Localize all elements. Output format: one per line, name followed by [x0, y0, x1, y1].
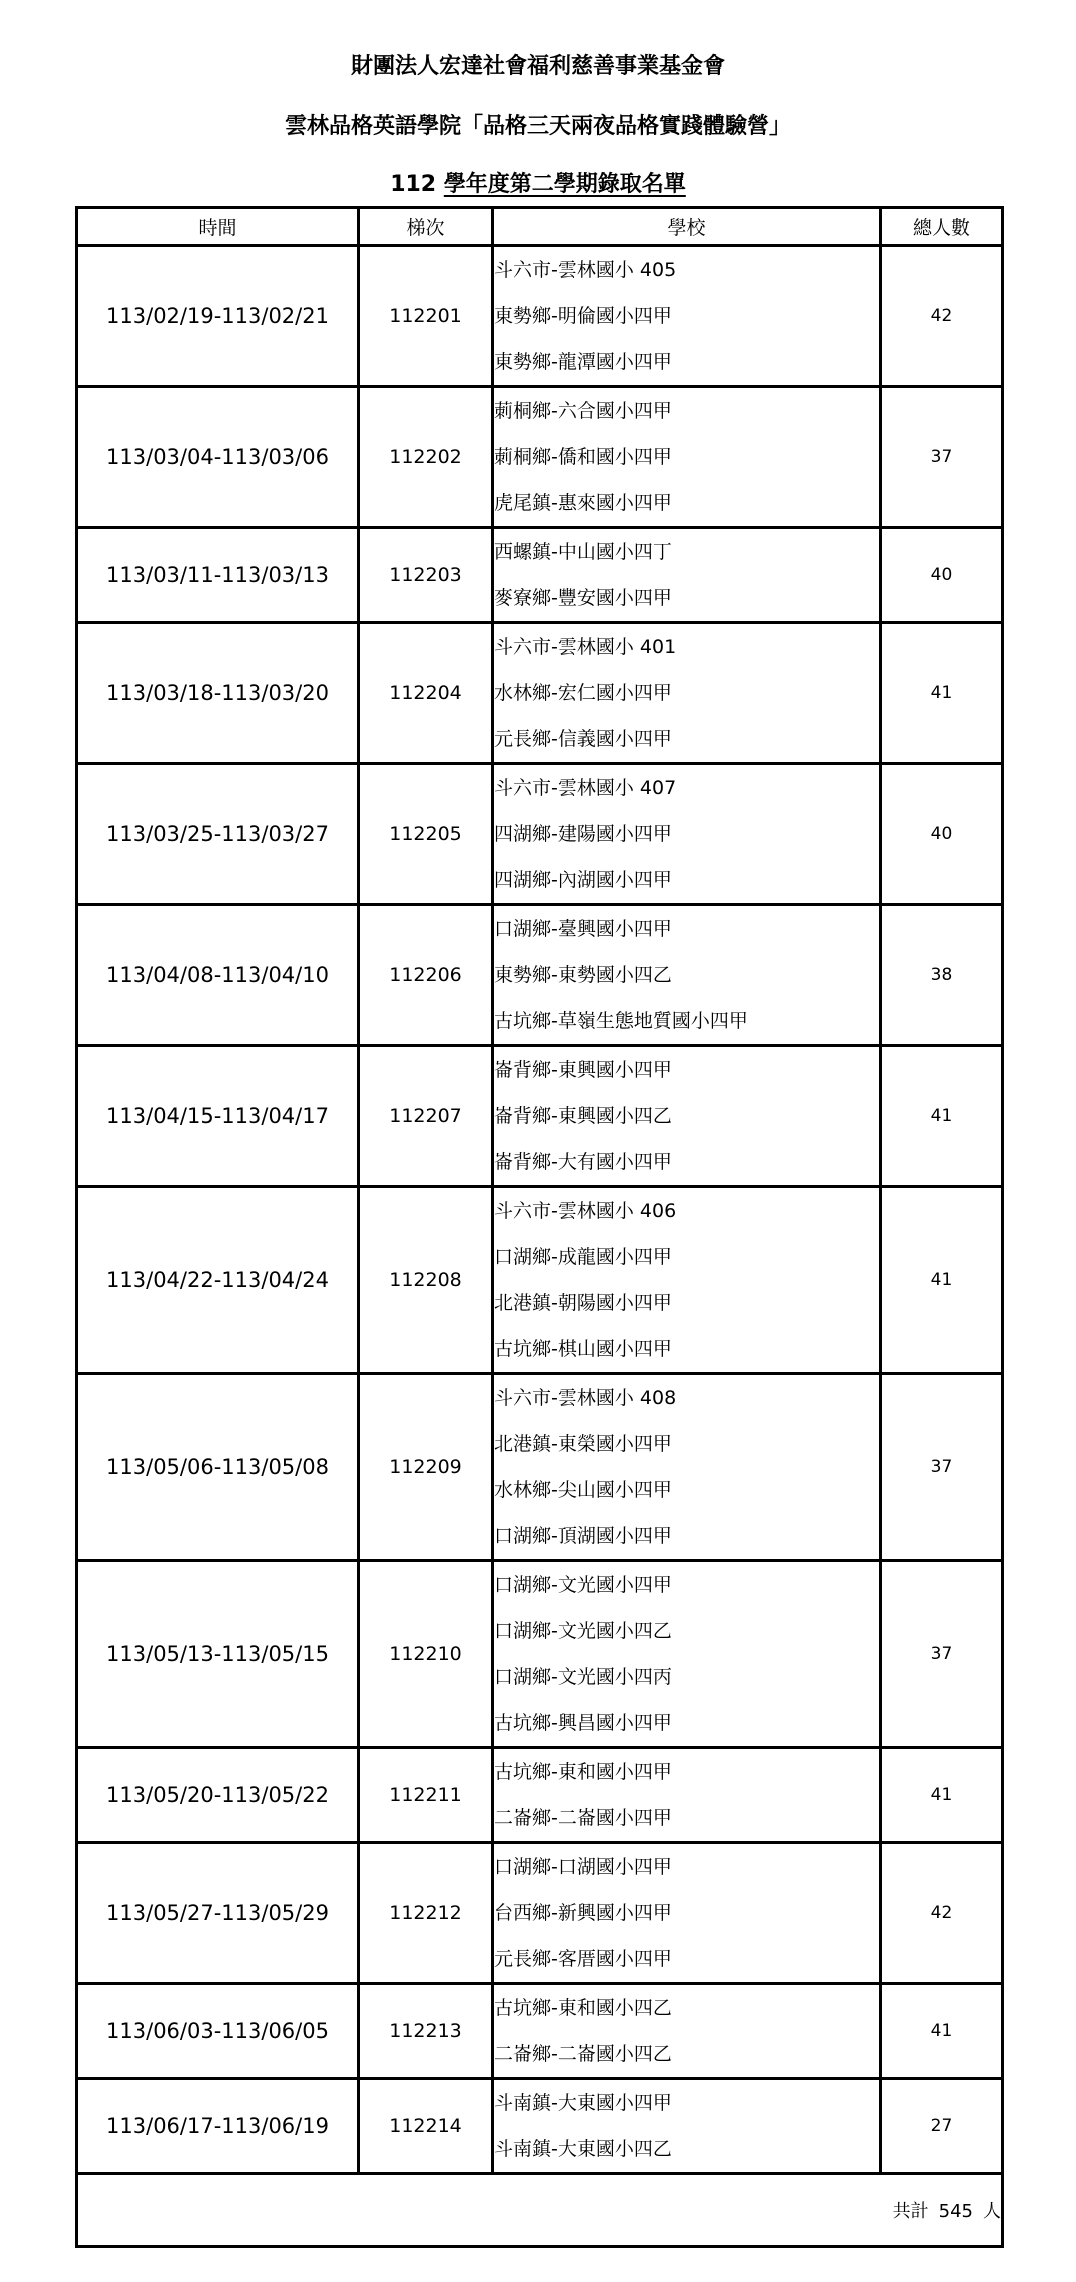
cell-batch: 112202 — [359, 387, 493, 528]
school-entry: 古坑鄉-東和國小四乙 — [494, 1997, 672, 2019]
school-entry: 東勢鄉-東勢國小四乙 — [494, 964, 672, 986]
cell-schools — [493, 1843, 881, 1984]
cell-time: 113/05/13-113/05/15 — [77, 1561, 359, 1748]
school-entry: 四湖鄉-內湖國小四甲 — [494, 869, 672, 891]
table-row — [77, 246, 1003, 387]
admission-table — [75, 206, 1004, 2248]
table-row — [77, 623, 1003, 764]
total-count: 545 — [938, 2201, 973, 2222]
school-entry: 斗六市-雲林國小 405 — [494, 259, 677, 281]
cell-total: 41 — [881, 1748, 1003, 1843]
total-summary — [77, 2174, 1003, 2247]
table-row — [77, 387, 1003, 528]
school-entry: 崙背鄉-東興國小四乙 — [494, 1105, 672, 1127]
term-rest: 學年度第二學期錄取名單 — [443, 172, 686, 197]
cell-time: 113/03/11-113/03/13 — [77, 528, 359, 623]
table-row — [77, 1748, 1003, 1843]
table-row — [77, 1984, 1003, 2079]
table-body — [77, 246, 1003, 2174]
column-header-batch: 梯次 — [359, 208, 493, 246]
cell-schools — [493, 1561, 881, 1748]
cell-schools — [493, 764, 881, 905]
table-row — [77, 764, 1003, 905]
table-row — [77, 1046, 1003, 1187]
cell-time: 113/06/17-113/06/19 — [77, 2079, 359, 2174]
school-entry: 虎尾鎮-惠來國小四甲 — [494, 492, 672, 514]
school-entry: 元長鄉-客厝國小四甲 — [494, 1948, 672, 1970]
school-entry: 崙背鄉-大有國小四甲 — [494, 1151, 672, 1173]
cell-time: 113/04/08-113/04/10 — [77, 905, 359, 1046]
column-header-school: 學校 — [493, 208, 881, 246]
school-entry: 北港鎮-東榮國小四甲 — [494, 1433, 672, 1455]
cell-total: 41 — [881, 1046, 1003, 1187]
table-row — [77, 528, 1003, 623]
school-entry: 二崙鄉-二崙國小四乙 — [494, 2043, 672, 2065]
cell-batch: 112205 — [359, 764, 493, 905]
cell-time: 113/02/19-113/02/21 — [77, 246, 359, 387]
cell-schools — [493, 1187, 881, 1374]
column-header-total: 總人數 — [881, 208, 1003, 246]
school-entry: 斗南鎮-大東國小四乙 — [494, 2138, 672, 2160]
table-row — [77, 1187, 1003, 1374]
cell-schools — [493, 246, 881, 387]
cell-time: 113/05/06-113/05/08 — [77, 1374, 359, 1561]
cell-batch: 112208 — [359, 1187, 493, 1374]
cell-total: 42 — [881, 246, 1003, 387]
cell-batch: 112204 — [359, 623, 493, 764]
cell-batch: 112201 — [359, 246, 493, 387]
school-entry: 水林鄉-宏仁國小四甲 — [494, 682, 672, 704]
column-header-time: 時間 — [77, 208, 359, 246]
school-entry: 古坑鄉-草嶺生態地質國小四甲 — [494, 1010, 748, 1032]
cell-schools — [493, 387, 881, 528]
cell-total: 41 — [881, 1984, 1003, 2079]
cell-total: 37 — [881, 1374, 1003, 1561]
cell-batch: 112203 — [359, 528, 493, 623]
cell-time: 113/03/25-113/03/27 — [77, 764, 359, 905]
school-entry: 四湖鄉-建陽國小四甲 — [494, 823, 672, 845]
cell-schools — [493, 528, 881, 623]
cell-schools — [493, 905, 881, 1046]
cell-batch: 112214 — [359, 2079, 493, 2174]
program-title: 雲林品格英語學院「品格三天兩夜品格實踐體驗營」 — [284, 114, 791, 139]
school-entry: 麥寮鄉-豐安國小四甲 — [494, 587, 672, 609]
cell-batch: 112212 — [359, 1843, 493, 1984]
org-title: 財團法人宏達社會福利慈善事業基金會 — [350, 54, 725, 79]
school-entry: 古坑鄉-興昌國小四甲 — [494, 1712, 672, 1734]
cell-schools — [493, 623, 881, 764]
school-entry: 口湖鄉-頂湖國小四甲 — [494, 1525, 672, 1547]
cell-time: 113/05/27-113/05/29 — [77, 1843, 359, 1984]
cell-time: 113/05/20-113/05/22 — [77, 1748, 359, 1843]
cell-batch: 112213 — [359, 1984, 493, 2079]
school-entry: 元長鄉-信義國小四甲 — [494, 728, 672, 750]
term-prefix: 112 — [390, 172, 437, 197]
total-unit: 人 — [983, 2201, 1001, 2222]
cell-total: 40 — [881, 764, 1003, 905]
cell-time: 113/04/22-113/04/24 — [77, 1187, 359, 1374]
school-entry: 斗六市-雲林國小 406 — [494, 1200, 677, 1222]
cell-total: 40 — [881, 528, 1003, 623]
cell-total: 41 — [881, 1187, 1003, 1374]
school-entry: 斗六市-雲林國小 407 — [494, 777, 677, 799]
cell-schools — [493, 1374, 881, 1561]
school-entry: 東勢鄉-明倫國小四甲 — [494, 305, 672, 327]
cell-schools — [493, 1984, 881, 2079]
table-row — [77, 1374, 1003, 1561]
table-row — [77, 2079, 1003, 2174]
table-footer-row — [77, 2174, 1003, 2247]
school-entry: 二崙鄉-二崙國小四甲 — [494, 1807, 672, 1829]
school-entry: 斗六市-雲林國小 408 — [494, 1387, 677, 1409]
cell-batch: 112209 — [359, 1374, 493, 1561]
cell-schools — [493, 1046, 881, 1187]
table-row — [77, 1843, 1003, 1984]
school-entry: 台西鄉-新興國小四甲 — [494, 1902, 672, 1924]
school-entry: 口湖鄉-臺興國小四甲 — [494, 918, 672, 940]
school-entry: 口湖鄉-文光國小四甲 — [494, 1574, 672, 1596]
school-entry: 古坑鄉-東和國小四甲 — [494, 1761, 672, 1783]
school-entry: 北港鎮-朝陽國小四甲 — [494, 1292, 672, 1314]
school-entry: 斗南鎮-大東國小四甲 — [494, 2092, 672, 2114]
cell-schools — [493, 1748, 881, 1843]
total-label: 共計 — [892, 2201, 929, 2222]
table-row — [77, 905, 1003, 1046]
school-entry: 斗六市-雲林國小 401 — [494, 636, 677, 658]
school-entry: 口湖鄉-文光國小四乙 — [494, 1620, 672, 1642]
cell-total: 41 — [881, 623, 1003, 764]
cell-batch: 112207 — [359, 1046, 493, 1187]
school-entry: 莿桐鄉-六合國小四甲 — [494, 400, 672, 422]
school-entry: 水林鄉-尖山國小四甲 — [494, 1479, 672, 1501]
school-entry: 崙背鄉-東興國小四甲 — [494, 1059, 672, 1081]
school-entry: 東勢鄉-龍潭國小四甲 — [494, 351, 672, 373]
school-entry: 口湖鄉-成龍國小四甲 — [494, 1246, 672, 1268]
cell-total: 42 — [881, 1843, 1003, 1984]
term-title — [0, 170, 1076, 200]
cell-total: 27 — [881, 2079, 1003, 2174]
cell-time: 113/03/04-113/03/06 — [77, 387, 359, 528]
cell-batch: 112211 — [359, 1748, 493, 1843]
school-entry: 莿桐鄉-僑和國小四甲 — [494, 446, 672, 468]
table-row — [77, 1561, 1003, 1748]
school-entry: 古坑鄉-棋山國小四甲 — [494, 1338, 672, 1360]
cell-time: 113/06/03-113/06/05 — [77, 1984, 359, 2079]
cell-total: 38 — [881, 905, 1003, 1046]
cell-total: 37 — [881, 1561, 1003, 1748]
table-header-row — [77, 208, 1003, 246]
cell-time: 113/03/18-113/03/20 — [77, 623, 359, 764]
school-entry: 口湖鄉-文光國小四丙 — [494, 1666, 672, 1688]
cell-total: 37 — [881, 387, 1003, 528]
cell-schools — [493, 2079, 881, 2174]
cell-batch: 112206 — [359, 905, 493, 1046]
cell-batch: 112210 — [359, 1561, 493, 1748]
school-entry: 西螺鎮-中山國小四丁 — [494, 541, 672, 563]
school-entry: 口湖鄉-口湖國小四甲 — [494, 1856, 672, 1878]
cell-time: 113/04/15-113/04/17 — [77, 1046, 359, 1187]
